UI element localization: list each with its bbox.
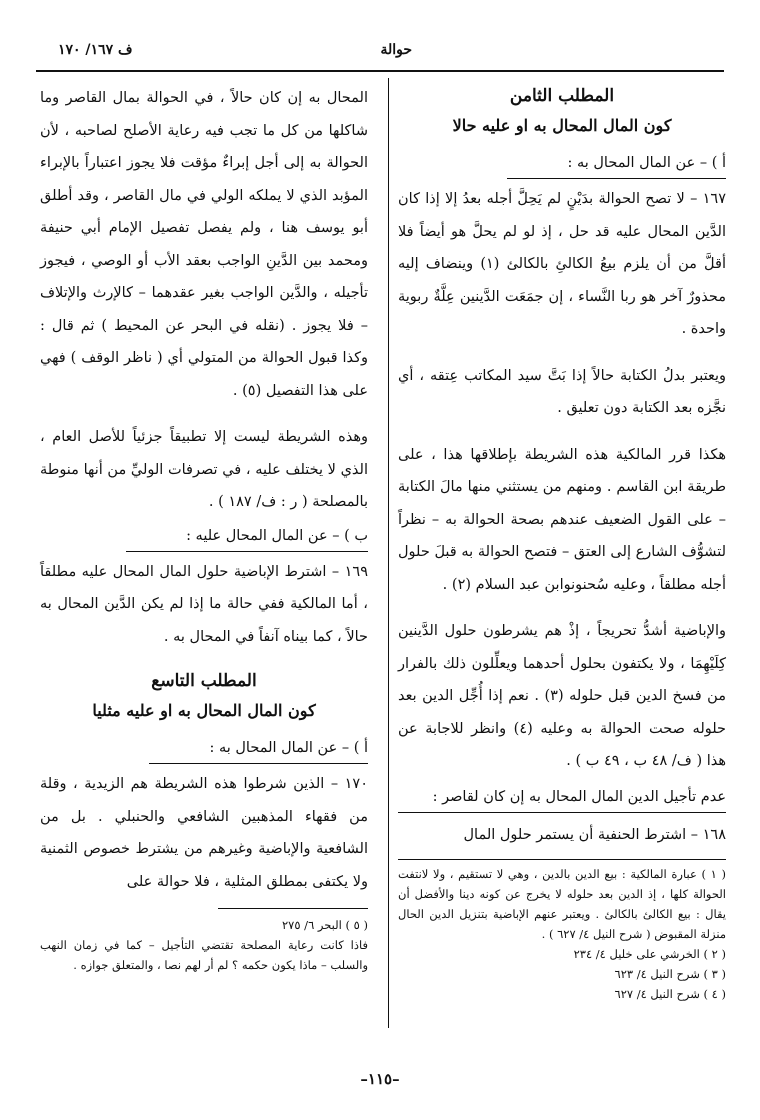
- paragraph-167: ١٦٧ – لا تصح الحوالة بدَيْنٍ لم يَحِلَّ أجله بعدُ إلا إذا كان الدَّين المحال عليه قد حل ، إذ لو لم يحلَّ هو أيضاً فلا أقلَّ من أن يلزم بيعُ الكالئِ بالكالئ (١) وينضاف إليه محذورٌ آخر هو ربا النَّساء ، إن جمَعَت الدَّينين عِلَّةٌ ربوية واحدة .: [398, 191, 726, 337]
- header-rule: [36, 70, 724, 72]
- right-column: [398, 82, 726, 1004]
- footnote-5: ( ٥ ) البحر ٦/ ٢٧٥: [282, 918, 368, 932]
- footnote-3: ( ٣ ) شرح النيل ٤/ ٦٢٣: [614, 967, 726, 981]
- subheading: ب ) – عن المال المحال عليه :: [126, 521, 368, 552]
- paragraph-shariita: وهذه الشريطة ليست إلا تطبيقاً جزئياً للأصل العام ، الذي لا يختلف عليه ، في تصرفات الوليِّ من أنها منوطة بالمصلحة ( ر : ف/ ١٨٧ ) .: [40, 429, 368, 510]
- paragraph-ibadiyya: والإباضية أشدُّ تحريجاً ، إذْ هم يشرطون حلول الدَّينين كِلَيْهِمَا ، ولا يكتفون بحلول أحدهما ويعلِّلون ذلك بالفرار من فسخ الدين قبل حلوله (٣) . نعم إذا أُجِّل الدين بعد حلوله صحت الحوالة به وعليه (٤) وانظر للاجابة عن هذا ( ف/ ٤٨ ب ، ٤٩ ب ) .: [398, 623, 726, 769]
- paragraph-range: ف ١٦٧/ ١٧٠: [58, 42, 133, 58]
- page-number: –١١٥–: [360, 1070, 400, 1088]
- section-subtitle: كون المال المحال به او عليه مثليا: [92, 701, 316, 720]
- paragraph-kitaba: ويعتبر بدلُ الكتابة حالاً إذا بَتَّ سيد المكاتب عِتقه ، أي نجَّزه بعد الكتابة دون تعليق .: [398, 367, 726, 416]
- footnote-rule: [218, 908, 368, 909]
- section-title: المطلب التاسع: [151, 671, 257, 691]
- paragraph-malikiyya: هكذا قرر المالكية هذه الشريطة بإطلاقها هذا ، على طريقة ابن القاسم . ومنهم من يستثني منها مالَ الكتابة – على القول الضعيف عندهم بصحة الحوالة به – نظراً لتشوُّف الشارع إلى العتق – فتصح الحوالة به قبلَ حلول أجله مطلقاً ، وعليه سُحنونوابن عبد السلام (٢) .: [398, 446, 726, 593]
- paragraph-169: ١٦٩ – اشترط الإباضية حلول المال المحال عليه مطلقاً ، أما المالكية ففي حالة ما إذا لم يكن الدَّين المحال به حالاً ، كما بيناه آنفاً في المحال به .: [40, 563, 368, 645]
- running-title: حوالة: [380, 42, 412, 58]
- footnote-rule: [398, 859, 726, 860]
- paragraph-170: ١٧٠ – الذين شرطوا هذه الشريطة هم الزيدية ، وقلة من فقهاء المذهبين الشافعي والحنبلي . بل من الشافعية والإباضية وغيرهم من يشترط خصوص الثمنية ولا يكتفى بمطلق المثلية ، فلا حوالة على: [40, 776, 368, 890]
- section-title: المطلب الثامن: [509, 86, 615, 106]
- footnote-2: ( ٢ ) الخرشي على خليل ٤/ ٢٣٤: [573, 947, 726, 961]
- footnote-1: ( ١ ) عبارة المالكية : بيع الدين بالدين ، وهي لا تستقيم ، ولا لانتفت الحوالة كلها ، إذ الدين بعد حلوله لا يخرج عن كونه دينا والأفضل أن يقال : بيع الكالئ بالكالئ . ويعتبر عنهم الإباضية بتنزيل الدين الحال منزلة المقبوض ( شرح النيل ٤/ ٦٢٧ ) .: [398, 867, 726, 941]
- left-column: [40, 82, 368, 975]
- subheading: أ ) – عن المال المحال به :: [149, 733, 368, 764]
- footnote-5-note: فاذا كانت رعاية المصلحة تقتضي التأجيل – كما في زمان النهب والسلب – ماذا يكون حكمه ؟ لم أر لهم نصا ، والمتعلق جوازه .: [40, 938, 368, 972]
- footnote-4: ( ٤ ) شرح النيل ٤/ ٦٢٧: [614, 987, 726, 1001]
- column-divider: [388, 78, 389, 1028]
- paragraph-168-cont: المحال به إن كان حالاً ، في الحوالة بمال القاصر وما شاكلها من كل ما تجب فيه رعاية الأصلح لصاحبه ، لأن الحوالة به إلى أجل إبراءٌ مؤقت فلا يجوز اعتباراً بالإبراء المؤبد الذي لا يملكه الولي في مال القاصر ، وقد أطلق أبو يوسف هنا ، ولم يفصل تفصيل الإمام أبي حنيفة ومحمد بين الدَّينِ الواجب بعقد الأب أو الوصي ، فيجوز تأجيله ، والدَّين الواجب بغير عقدهما – كالإرث والإتلاف – فلا يجوز . (نقله في البحر عن المحيط ) ثم قال : وكذا قبول الحوالة من المتولي أي ( ناظر الوقف ) فهي على هذا التفصيل (٥) .: [40, 90, 368, 399]
- subheading: أ ) – عن المال المحال به :: [507, 148, 726, 179]
- section-subtitle: كون المال المحال به او عليه حالا: [452, 116, 672, 135]
- page-header: [38, 40, 722, 66]
- subheading: عدم تأجيل الدين المال المحال به إن كان لقاصر :: [398, 782, 726, 813]
- paragraph-168-start: ١٦٨ – اشترط الحنفية أن يستمر حلول المال: [463, 826, 726, 843]
